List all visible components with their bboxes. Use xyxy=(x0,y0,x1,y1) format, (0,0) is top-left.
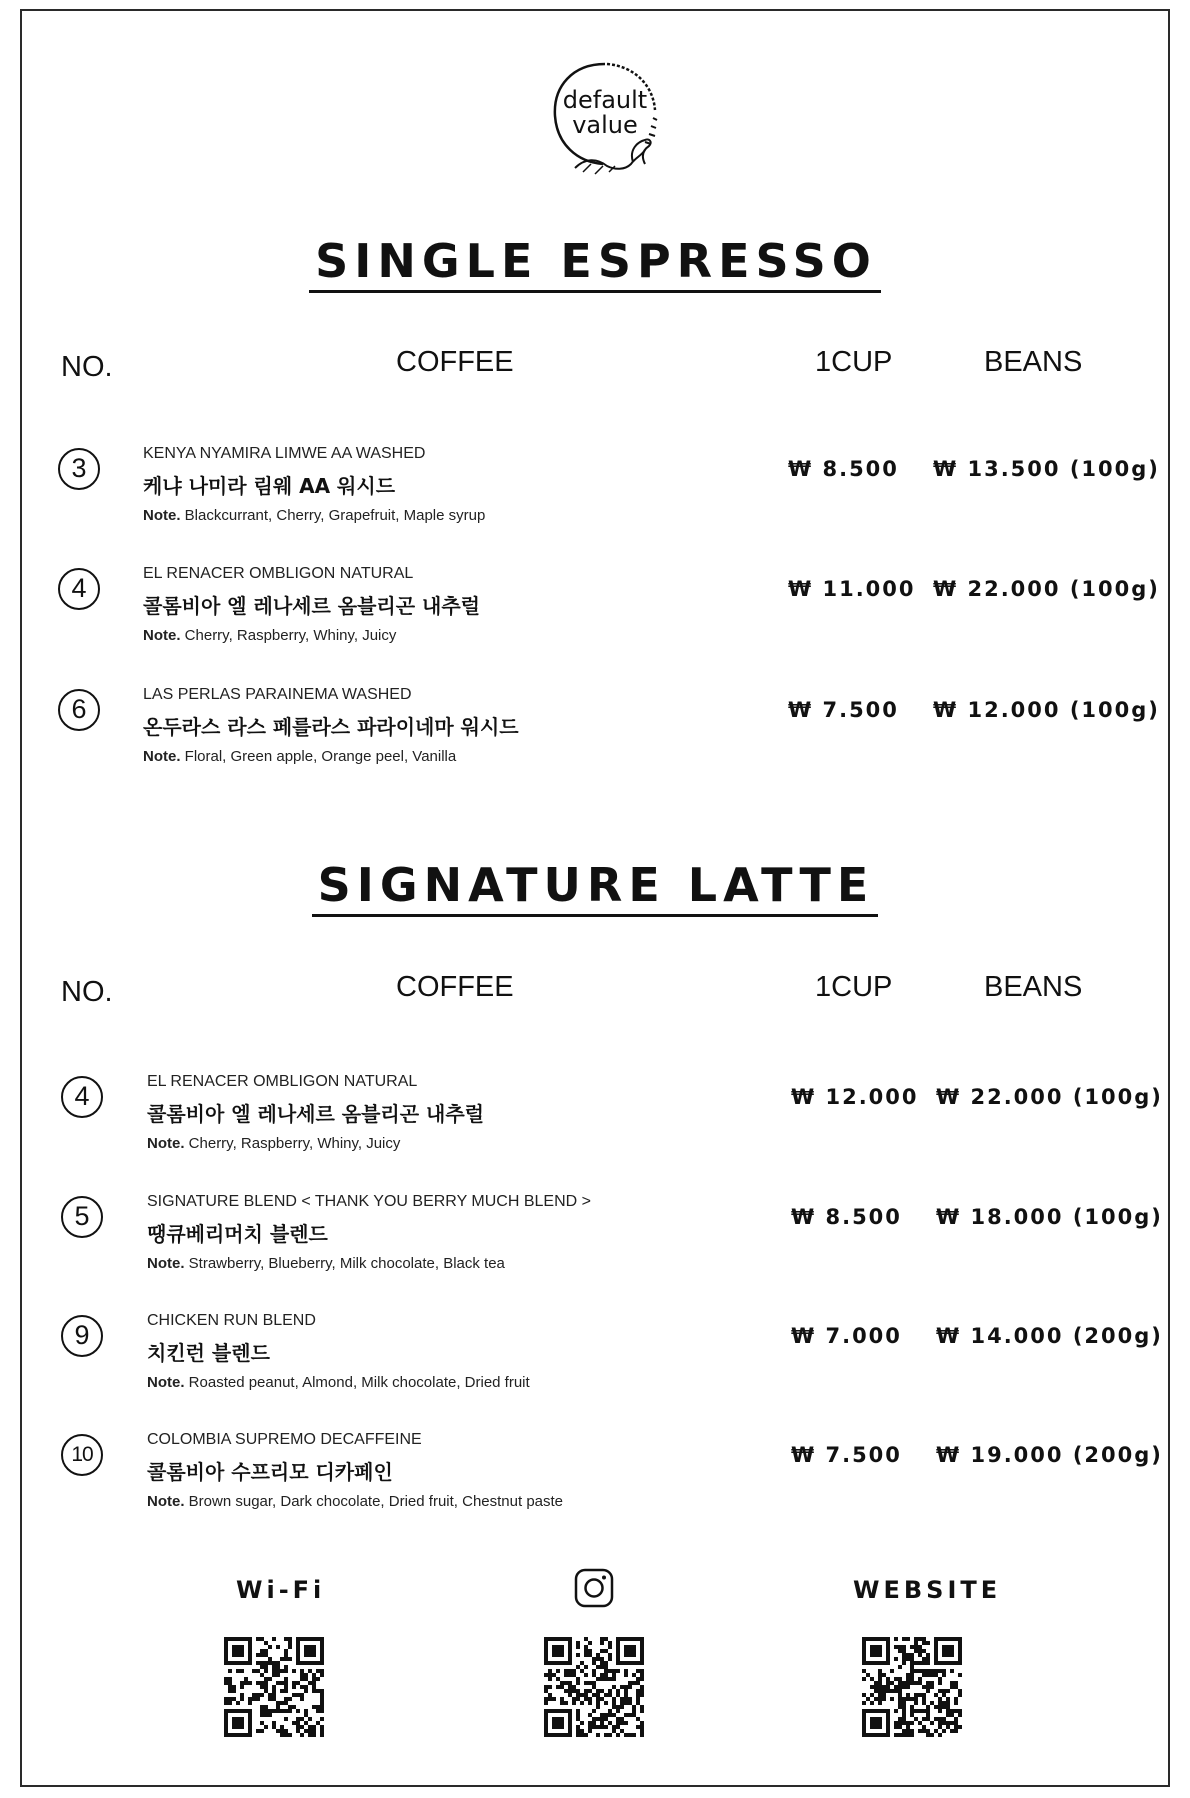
header-coffee: COFFEE xyxy=(396,971,514,1003)
item-number-badge: 3 xyxy=(58,448,100,490)
item-number-badge: 6 xyxy=(58,689,100,731)
item-number-badge: 4 xyxy=(58,568,100,610)
item-name-en: EL RENACER OMBLIGON NATURAL xyxy=(147,1073,418,1090)
website-label: WEBSITE xyxy=(853,1576,1002,1604)
qr-modules xyxy=(544,1637,644,1737)
default-value-logo xyxy=(545,58,665,183)
item-price-beans: ₩ 22.000 (100g) xyxy=(933,577,1160,601)
item-price-cup: ₩ 8.500 xyxy=(791,1205,902,1229)
item-price-cup: ₩ 8.500 xyxy=(788,457,899,481)
item-price-beans: ₩ 22.000 (100g) xyxy=(936,1085,1163,1109)
item-price-cup: ₩ 7.500 xyxy=(791,1443,902,1467)
item-price-beans: ₩ 19.000 (200g) xyxy=(936,1443,1163,1467)
item-name-ko: 케냐 나미라 림웨 AA 워시드 xyxy=(143,474,396,498)
header-coffee: COFFEE xyxy=(396,346,514,378)
item-name-ko: 치킨런 블렌드 xyxy=(147,1341,270,1365)
wifi-qr-code[interactable] xyxy=(224,1637,324,1737)
item-number-badge: 9 xyxy=(61,1315,103,1357)
item-price-beans: ₩ 14.000 (200g) xyxy=(936,1324,1163,1348)
item-name-ko: 땡큐베리머치 블렌드 xyxy=(147,1222,328,1246)
section-title-signature-latte: SIGNATURE LATTE xyxy=(0,858,1190,912)
item-name-en: CHICKEN RUN BLEND xyxy=(147,1312,316,1329)
item-number-badge: 5 xyxy=(61,1196,103,1238)
item-price-beans: ₩ 13.500 (100g) xyxy=(933,457,1160,481)
item-price-cup: ₩ 11.000 xyxy=(788,577,916,601)
wifi-label: Wi-Fi xyxy=(236,1576,326,1604)
item-note: Note. Strawberry, Blueberry, Milk chocolate, Black tea xyxy=(147,1255,505,1272)
item-price-cup: ₩ 12.000 xyxy=(791,1085,919,1109)
item-name-en: EL RENACER OMBLIGON NATURAL xyxy=(143,565,414,582)
item-name-en: SIGNATURE BLEND < THANK YOU BERRY MUCH BLEND > xyxy=(147,1193,591,1210)
header-beans: BEANS xyxy=(984,346,1083,378)
item-name-ko: 콜롬비아 엘 레나세르 옴블리곤 내추럴 xyxy=(143,594,480,618)
website-qr-code[interactable] xyxy=(862,1637,962,1737)
item-price-beans: ₩ 12.000 (100g) xyxy=(933,698,1160,722)
header-1cup: 1CUP xyxy=(815,346,893,378)
qr-modules xyxy=(862,1637,962,1737)
item-name-ko: 콜롬비아 수프리모 디카페인 xyxy=(147,1460,393,1484)
item-note: Note. Brown sugar, Dark chocolate, Dried fruit, Chestnut paste xyxy=(147,1493,564,1510)
item-price-beans: ₩ 18.000 (100g) xyxy=(936,1205,1163,1229)
header-beans: BEANS xyxy=(984,971,1083,1003)
logo-line-2: value xyxy=(572,111,638,139)
item-name-ko: 온두라스 라스 페를라스 파라이네마 워시드 xyxy=(143,715,519,739)
header-1cup: 1CUP xyxy=(815,971,893,1003)
item-note: Note. Blackcurrant, Cherry, Grapefruit, Maple syrup xyxy=(143,507,486,524)
item-name-ko: 콜롬비아 엘 레나세르 옴블리곤 내추럴 xyxy=(147,1102,484,1126)
item-number-badge: 10 xyxy=(61,1434,103,1476)
item-number-badge: 4 xyxy=(61,1076,103,1118)
item-name-en: LAS PERLAS PARAINEMA WASHED xyxy=(143,686,412,703)
instagram-qr-code[interactable] xyxy=(544,1637,644,1737)
item-note: Note. Cherry, Raspberry, Whiny, Juicy xyxy=(143,627,397,644)
section-title-single-espresso: SINGLE ESPRESSO xyxy=(0,234,1190,288)
header-no: NO. xyxy=(61,976,113,1008)
item-note: Note. Floral, Green apple, Orange peel, Vanilla xyxy=(143,748,457,765)
item-note: Note. Roasted peanut, Almond, Milk chocolate, Dried fruit xyxy=(147,1374,530,1391)
qr-modules xyxy=(224,1637,324,1737)
item-name-en: COLOMBIA SUPREMO DECAFFEINE xyxy=(147,1431,422,1448)
item-name-en: KENYA NYAMIRA LIMWE AA WASHED xyxy=(143,445,426,462)
item-note: Note. Cherry, Raspberry, Whiny, Juicy xyxy=(147,1135,401,1152)
item-price-cup: ₩ 7.000 xyxy=(791,1324,902,1348)
instagram-icon[interactable] xyxy=(574,1568,614,1608)
item-price-cup: ₩ 7.500 xyxy=(788,698,899,722)
logo-line-1: default xyxy=(562,86,648,114)
header-no: NO. xyxy=(61,351,113,383)
